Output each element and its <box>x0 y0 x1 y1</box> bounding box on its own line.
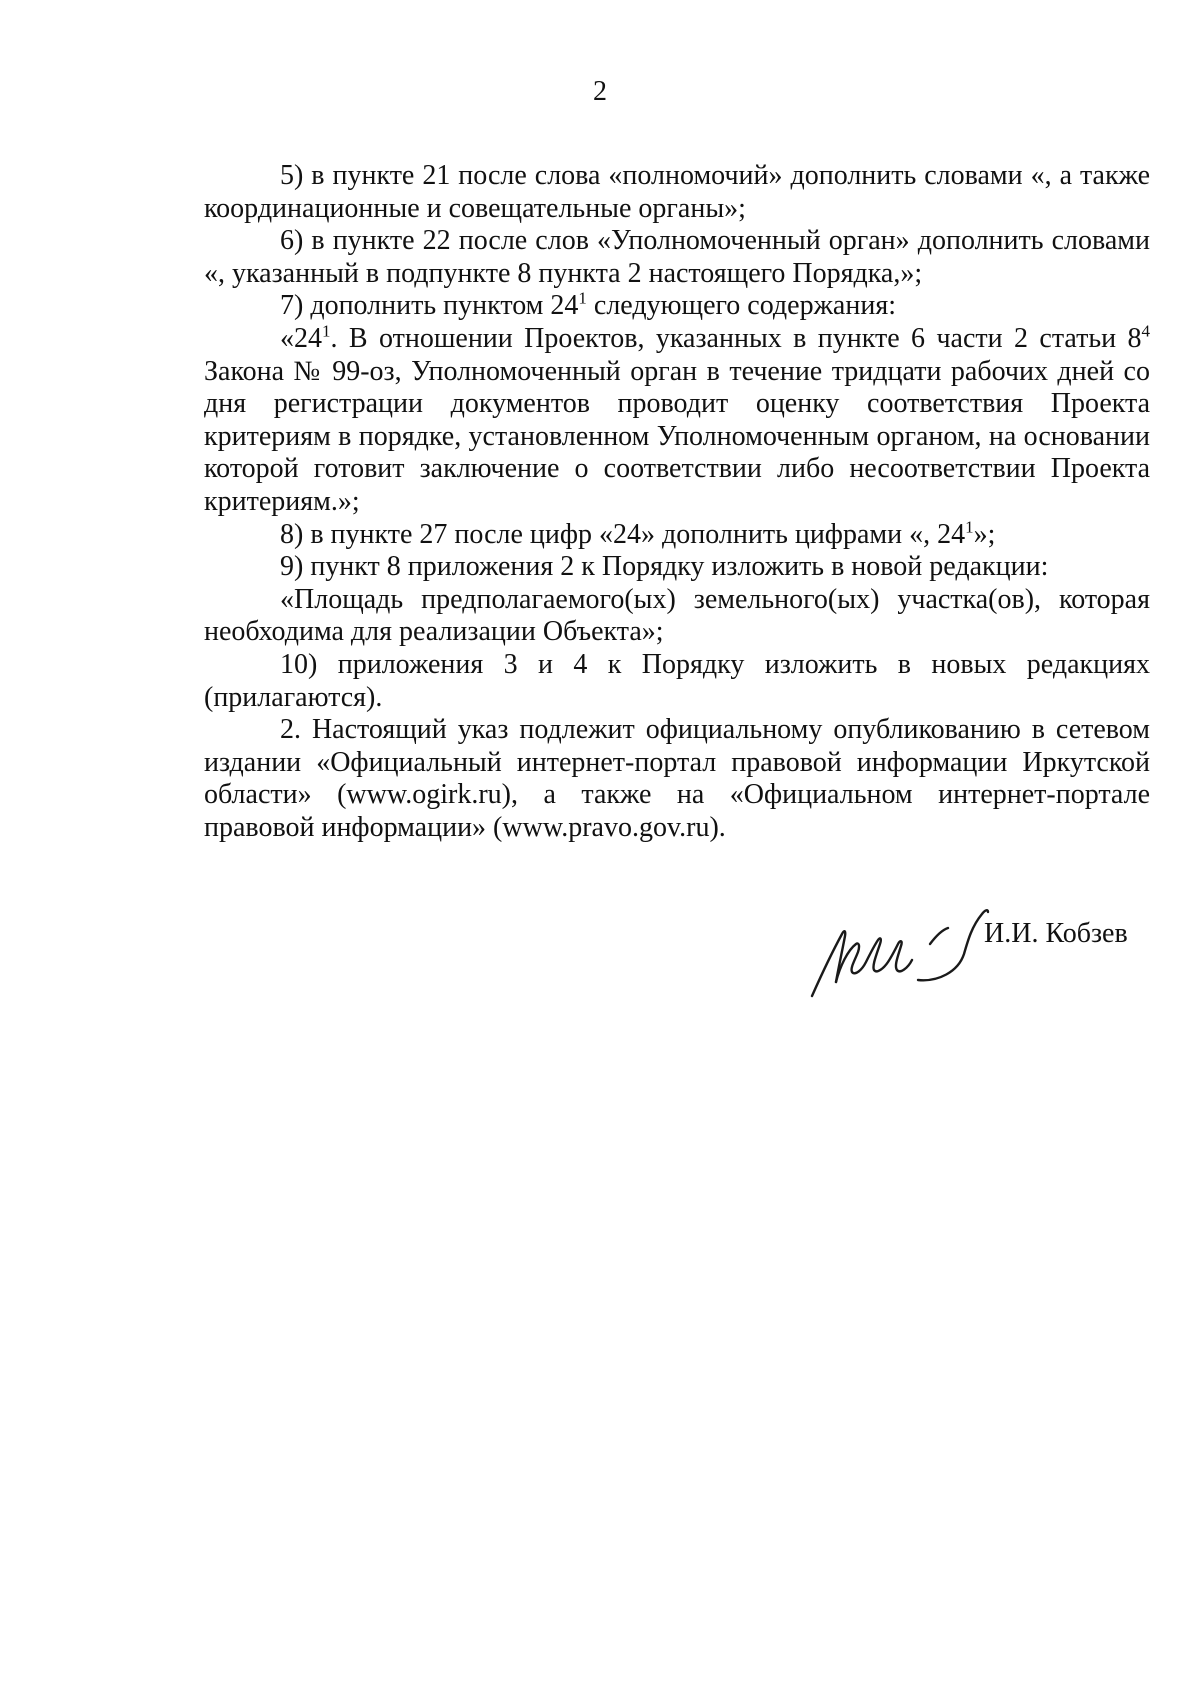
paragraph <box>204 290 1150 323</box>
text-run: 2. Настоящий указ подлежит официальному опубликованию в сетевом издании «Официальный интернет-портал правовой информации Иркутской области» (www.ogirk.ru), а также на «Официальном интернет-портале правовой информации» (www.pravo.gov.ru). <box>204 714 1150 843</box>
text-run: 6) в пункте 22 после слов «Уполномоченный орган» дополнить словами «, указанный в подпункте 8 пункта 2 настоящего Порядка,»; <box>204 225 1150 289</box>
text-run: 5) в пункте 21 после слова «полномочий» дополнить словами «, а также координационные и совещательные органы»; <box>204 160 1150 224</box>
paragraph <box>204 519 1150 552</box>
text-run: »; <box>973 518 996 550</box>
paragraph <box>204 714 1150 844</box>
text-run: следующего содержания: <box>586 290 896 322</box>
paragraph <box>204 649 1150 714</box>
page-number: 2 <box>593 76 607 107</box>
text-run: «Площадь предполагаемого(ых) земельного(ых) участка(ов), которая необходима для реализации Объекта»; <box>204 583 1150 648</box>
text-run: 8) в пункте 27 после цифр «24» дополнить цифрами «, 24 <box>280 518 966 550</box>
paragraph <box>204 323 1150 519</box>
signer-name: И.И. Кобзев <box>984 918 1128 949</box>
text-run: 9) пункт 8 приложения 2 к Порядку изложить в новой редакции: <box>280 551 1049 583</box>
text-run: «24 <box>280 322 322 354</box>
paragraph <box>204 225 1150 290</box>
paragraph <box>204 551 1150 584</box>
text-run: Закона № 99-оз, Уполномоченный орган в течение тридцати рабочих дней со дня регистрации документов проводит оценку соответствия Проекта критериям в порядке, установленном Уполномоченным органом, на основании которой готовит заключение о соответствии либо несоответствии Проекта критериям.»; <box>204 355 1150 517</box>
paragraph <box>204 160 1150 225</box>
text-run: . В отношении Проектов, указанных в пункте 6 части 2 статьи 8 <box>330 322 1142 354</box>
superscript: 1 <box>965 517 974 537</box>
superscript: 4 <box>1141 321 1150 341</box>
handwritten-signature <box>800 900 990 1000</box>
superscript: 1 <box>322 321 331 341</box>
text-run: 7) дополнить пунктом 24 <box>280 290 579 322</box>
text-run: 10) приложения 3 и 4 к Порядку изложить в новых редакциях (прилагаются). <box>204 648 1150 713</box>
paragraph <box>204 584 1150 649</box>
superscript: 1 <box>578 289 587 309</box>
signature-block <box>800 900 1160 1000</box>
body-text <box>204 160 1150 844</box>
